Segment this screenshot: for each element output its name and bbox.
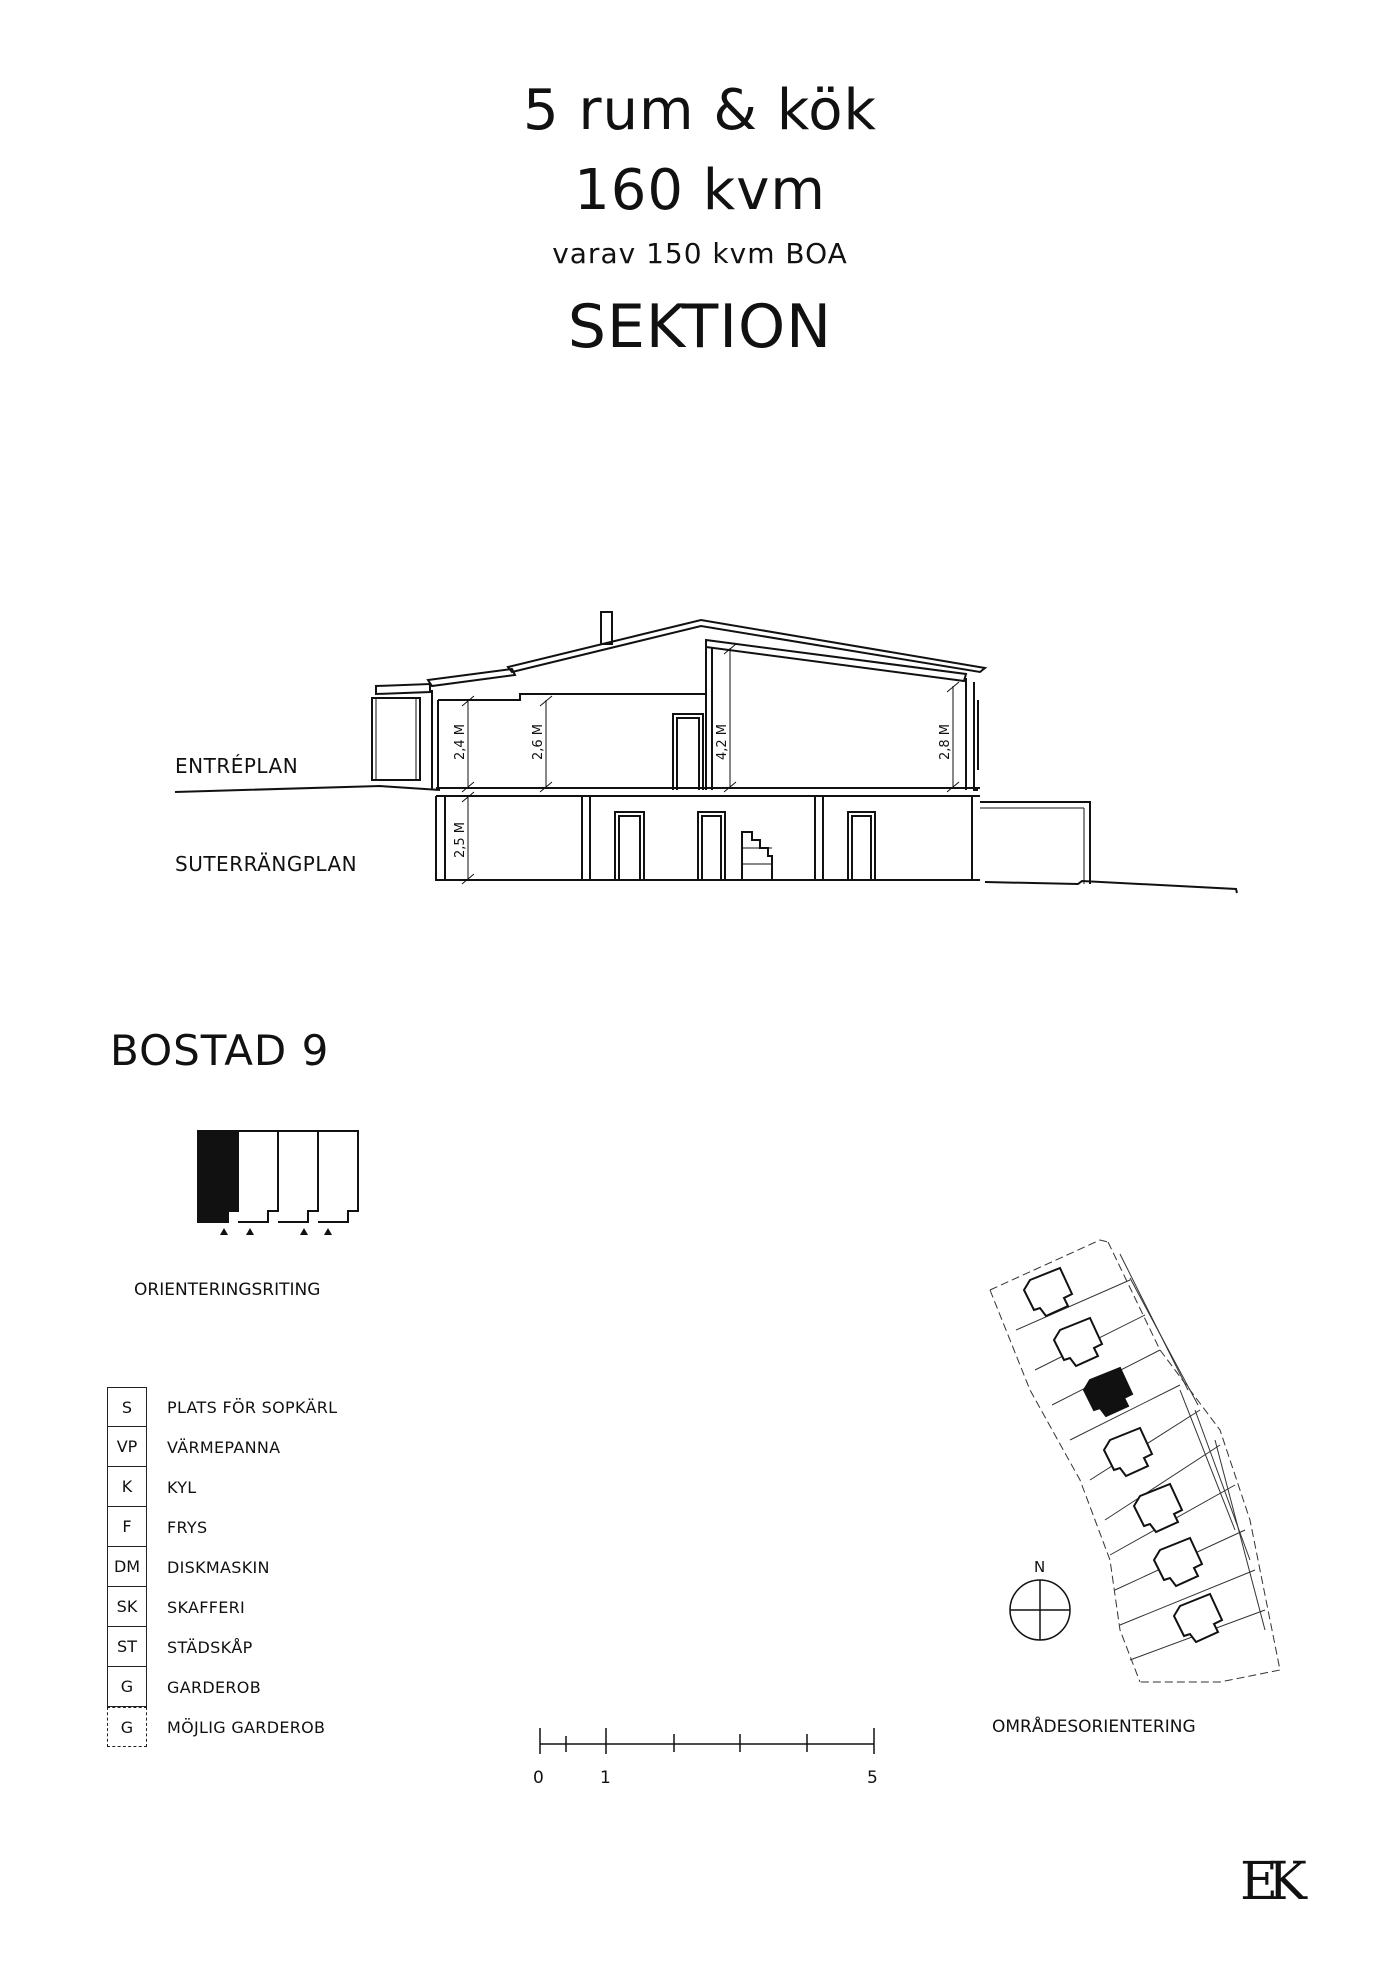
- legend-code: VP: [107, 1427, 147, 1467]
- height-label-1: 2,4 M: [453, 723, 468, 760]
- legend-row: [107, 1427, 337, 1467]
- left-glazing: [372, 698, 420, 780]
- height-label-3: 4,2 M: [715, 723, 730, 760]
- entry-plan-label: ENTRÉPLAN: [175, 754, 299, 778]
- legend-text: VÄRMEPANNA: [167, 1437, 281, 1457]
- unit-title: BOSTAD 9: [110, 1026, 330, 1075]
- legend-text: SKAFFERI: [167, 1597, 246, 1617]
- legend-row: [107, 1587, 337, 1627]
- site-plan: [980, 1230, 1340, 1700]
- north-label: N: [1034, 1558, 1046, 1576]
- left-canopy: [376, 684, 430, 694]
- legend-row: [107, 1467, 337, 1507]
- right-terrace: [980, 802, 1090, 884]
- rooms-title: 5 rum & kök: [523, 78, 877, 143]
- legend-row: [107, 1627, 337, 1667]
- orientation-key-plan: [190, 1125, 370, 1245]
- legend-text: KYL: [167, 1477, 197, 1497]
- legend-row: [107, 1667, 337, 1707]
- view-title: SEKTION: [567, 292, 833, 362]
- legend-text: PLATS FÖR SOPKÄRL: [167, 1397, 338, 1417]
- legend-code: SK: [107, 1587, 147, 1627]
- legend-row: [107, 1707, 337, 1747]
- legend-code: G: [107, 1667, 147, 1707]
- scale-bar: [530, 1720, 890, 1760]
- legend-text: MÖJLIG GARDEROB: [167, 1717, 326, 1737]
- legend-code: S: [107, 1387, 147, 1427]
- orientation-label: ORIENTERINGSRITING: [134, 1280, 321, 1300]
- legend-code: DM: [107, 1547, 147, 1587]
- legend-row: [107, 1507, 337, 1547]
- legend-text: STÄDSKÅP: [167, 1637, 253, 1657]
- legend-code: F: [107, 1507, 147, 1547]
- highlighted-unit: [198, 1131, 238, 1222]
- stair: [742, 832, 772, 880]
- legend-row: [107, 1387, 337, 1427]
- legend-code: ST: [107, 1627, 147, 1667]
- chimney: [601, 612, 612, 644]
- legend-text: GARDEROB: [167, 1677, 261, 1697]
- site-orientation-label: OMRÅDESORIENTERING: [992, 1717, 1196, 1737]
- legend-code: K: [107, 1467, 147, 1507]
- area-title: 160 kvm: [574, 158, 826, 223]
- legend-code-dashed: G: [107, 1707, 147, 1747]
- height-label-2: 2,6 M: [531, 723, 546, 760]
- highlighted-house: [1084, 1368, 1132, 1416]
- boa-subtitle: varav 150 kvm BOA: [552, 237, 848, 270]
- ground-right: [985, 881, 1237, 893]
- scale-tick-5: 5: [867, 1768, 878, 1788]
- legend-row: [107, 1547, 337, 1587]
- height-label-5: 2,5 M: [453, 821, 468, 858]
- legend: [107, 1387, 337, 1747]
- scale-tick-1: 1: [600, 1768, 611, 1788]
- brand-logo: EK: [1240, 1852, 1297, 1912]
- height-label-4: 2,8 M: [938, 723, 953, 760]
- legend-text: DISKMASKIN: [167, 1557, 270, 1577]
- legend-text: FRYS: [167, 1517, 208, 1537]
- lower-plan-label: SUTERRÄNGPLAN: [175, 852, 358, 876]
- ground-left: [175, 786, 440, 792]
- tall-roof: [706, 640, 966, 681]
- left-roof: [428, 669, 515, 686]
- scale-tick-0: 0: [533, 1768, 544, 1788]
